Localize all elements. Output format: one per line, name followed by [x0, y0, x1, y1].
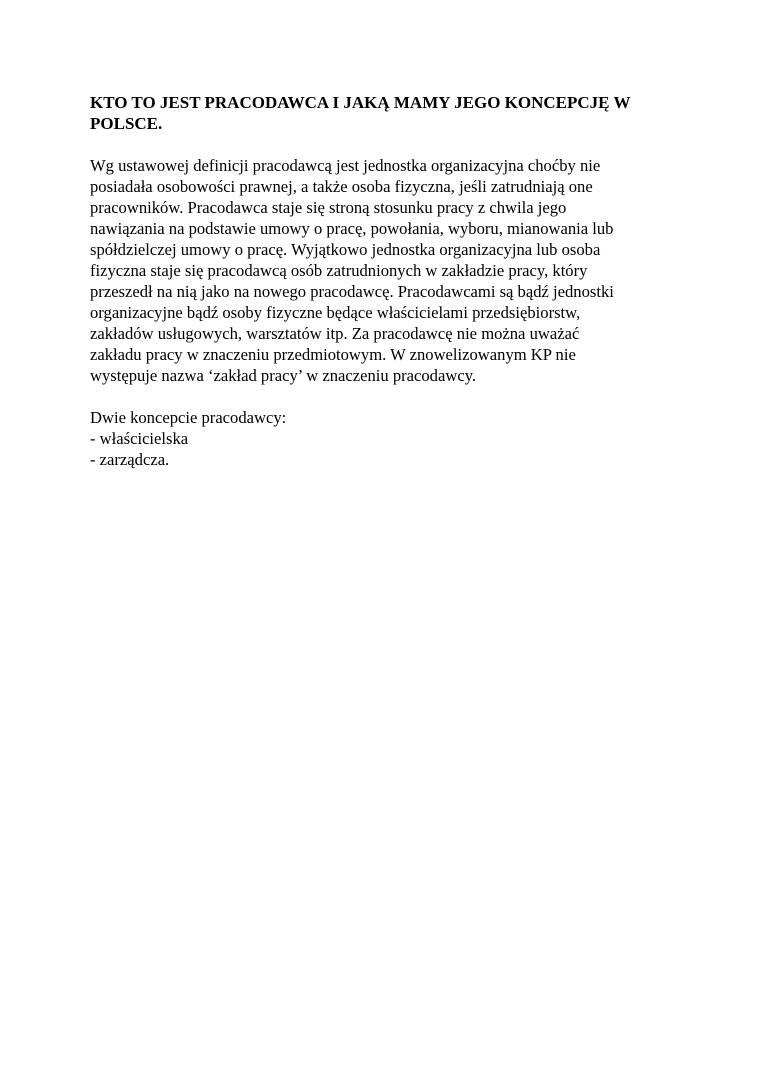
paragraph-line: przeszedł na nią jako na nowego pracodawcę. Pracodawcami są bądź jednostki: [90, 282, 614, 301]
concepts-heading: Dwie koncepcie pracodawcy:: [90, 408, 287, 427]
title-line-2: POLSCE.: [90, 114, 163, 133]
paragraph-line: posiadała osobowości prawnej, a także osoba fizyczna, jeśli zatrudniają one: [90, 177, 593, 196]
paragraph-line: zakładu pracy w znaczeniu przedmiotowym. W znowelizowanym KP nie: [90, 345, 576, 364]
concept-item: - właścicielska: [90, 429, 189, 448]
paragraph-line: nawiązania na podstawie umowy o pracę, powołania, wyboru, mianowania lub: [90, 219, 614, 238]
paragraph-line: zakładów usługowych, warsztatów itp. Za pracodawcę nie można uważać: [90, 324, 580, 343]
document-content: [90, 92, 690, 470]
concepts-section: [90, 407, 690, 470]
paragraph-line: spółdzielczej umowy o pracę. Wyjątkowo jednostka organizacyjna lub osoba: [90, 240, 601, 259]
definition-paragraph: [90, 155, 690, 386]
paragraph-line: Wg ustawowej definicji pracodawcą jest jednostka organizacyjna choćby nie: [90, 156, 601, 175]
paragraph-line: organizacyjne bądź osoby fizyczne będące właścicielami przedsiębiorstw,: [90, 303, 581, 322]
concept-item: - zarządcza.: [90, 450, 170, 469]
title-line-1: KTO TO JEST PRACODAWCA I JAKĄ MAMY JEGO KONCEPCJĘ W: [90, 93, 631, 112]
paragraph-line: pracowników. Pracodawca staje się stroną stosunku pracy z chwila jego: [90, 198, 567, 217]
paragraph-line: występuje nazwa ‘zakład pracy’ w znaczeniu pracodawcy.: [90, 366, 477, 385]
document-title: [90, 92, 690, 134]
paragraph-line: fizyczna staje się pracodawcą osób zatrudnionych w zakładzie pracy, który: [90, 261, 588, 280]
